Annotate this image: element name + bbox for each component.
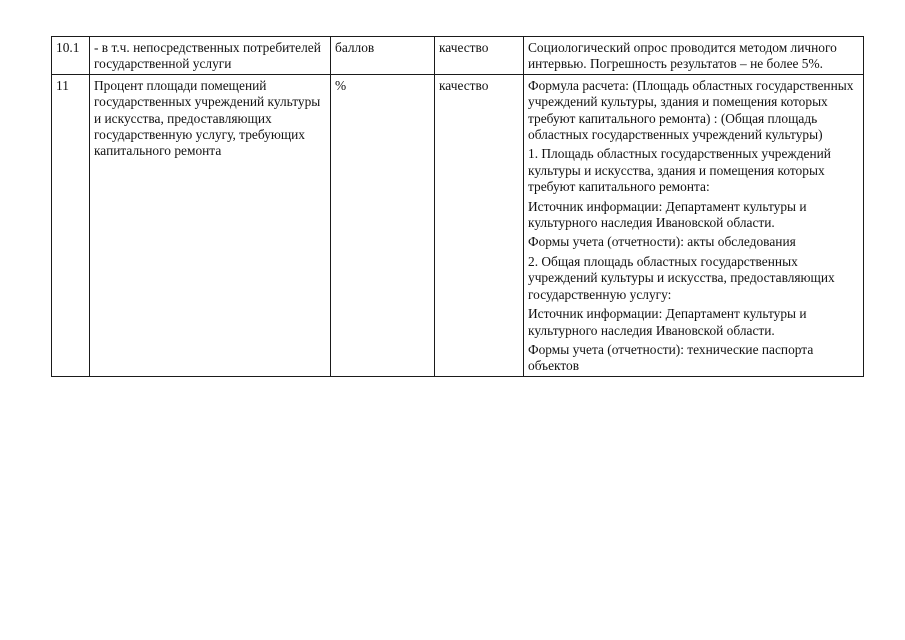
- formula-paragraph: Формула расчета: (Площадь областных государственных учреждений культуры, здания и помещения которых требуют капитального ремонта) : (Общая площадь областных государственных учреждений культуры): [528, 77, 854, 143]
- row-number: 11: [52, 74, 90, 376]
- table-row: [52, 74, 864, 376]
- indicator-name: - в т.ч. непосредственных потребителей государственной услуги: [90, 37, 331, 75]
- indicator-name: Процент площади помещений государственных учреждений культуры и искусства, предоставляющих государственную услугу, требующих капитального ремонта: [90, 74, 331, 376]
- indicators-table: [51, 36, 864, 377]
- description-cell: [524, 74, 864, 376]
- unit-cell: %: [331, 74, 435, 376]
- description-paragraph: Социологический опрос проводится методом личного интервью. Погрешность результатов – не более 5%.: [528, 40, 837, 72]
- numerator-paragraph: 1. Площадь областных государственных учреждений культуры и искусства, здания и помещения которых требуют капитального ремонта:: [528, 146, 831, 195]
- source-paragraph: Источник информации: Департамент культуры и культурного наследия Ивановской области.: [528, 198, 807, 231]
- indicator-type: качество: [435, 37, 524, 75]
- reporting-form-paragraph: Формы учета (отчетности): акты обследования: [528, 234, 796, 250]
- table-row: [52, 37, 864, 75]
- description-cell: [524, 37, 864, 75]
- reporting-form-paragraph: Формы учета (отчетности): технические паспорта объектов: [528, 341, 814, 374]
- denominator-paragraph: 2. Общая площадь областных государственных учреждений культуры и искусства, предоставляющих государственную услугу:: [528, 253, 835, 302]
- indicator-type: качество: [435, 74, 524, 376]
- source-paragraph: Источник информации: Департамент культуры и культурного наследия Ивановской области.: [528, 306, 807, 338]
- unit-cell: баллов: [331, 37, 435, 75]
- row-number: 10.1: [52, 37, 90, 75]
